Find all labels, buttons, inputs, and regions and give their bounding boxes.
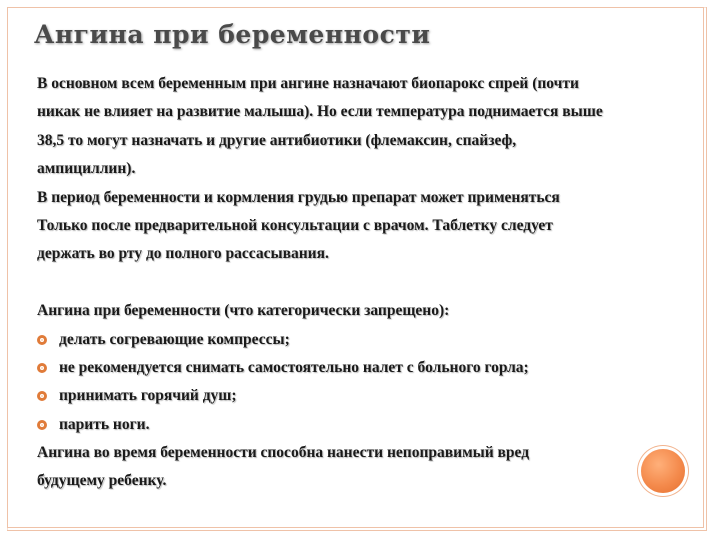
paragraph-line: никак не влияет на развитие малыша). Но если температура поднимается выше bbox=[37, 103, 603, 121]
list-item-text: делать согревающие компрессы; bbox=[59, 330, 290, 348]
list-item bbox=[37, 326, 682, 354]
list-item-text: парить ноги. bbox=[59, 415, 150, 433]
slide-body bbox=[37, 70, 682, 496]
paragraph-spacer bbox=[37, 269, 682, 297]
list-heading: Ангина при беременности (что категорически запрещено): bbox=[37, 302, 450, 320]
list-item bbox=[37, 382, 682, 410]
paragraph-line: держать во рту до полного рассасывания. bbox=[37, 245, 329, 263]
bullet-ring-icon bbox=[37, 391, 47, 401]
bullet-ring-icon bbox=[37, 420, 47, 430]
slide-title: Ангина при беременности bbox=[34, 20, 431, 49]
list-item-text: принимать горячий душ; bbox=[59, 387, 237, 405]
paragraph-line: В период беременности и кормления грудью препарат может применяться bbox=[37, 188, 560, 206]
closing-line: Ангина во время беременности способна нанести непоправимый вред bbox=[37, 444, 530, 462]
paragraph-line: 38,5 то могут назначать и другие антибиотики (флемаксин, спайзеф, bbox=[37, 131, 517, 149]
bullet-ring-icon bbox=[37, 335, 47, 345]
paragraph-line: В основном всем беременным при ангине назначают биопарокс спрей (почти bbox=[37, 75, 579, 92]
paragraph-line: Только после предварительной консультации с врачом. Таблетку следует bbox=[37, 216, 553, 234]
list-item-text: не рекомендуется снимать самостоятельно налет с больного горла; bbox=[59, 358, 529, 376]
closing-line: будущему ребенку. bbox=[37, 472, 167, 490]
list-item bbox=[37, 354, 682, 382]
list-item bbox=[37, 411, 682, 439]
paragraph-line: ампициллин). bbox=[37, 160, 136, 178]
decorative-circle-icon bbox=[641, 449, 685, 493]
bullet-ring-icon bbox=[37, 363, 47, 373]
